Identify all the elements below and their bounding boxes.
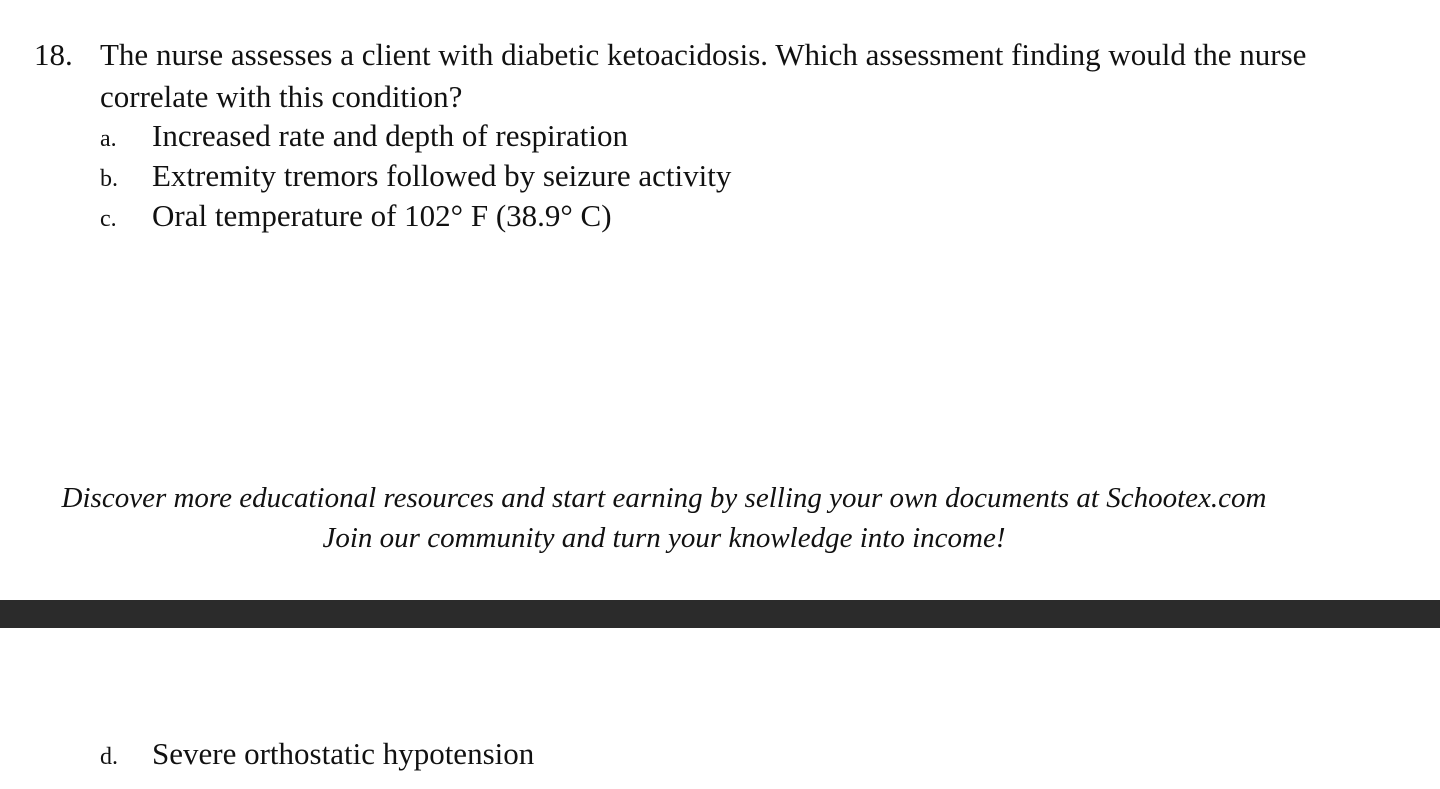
- promo-line-1: Discover more educational resources and start earning by selling your own documents at Schootex.com: [61, 482, 1267, 514]
- option-d: [100, 734, 534, 777]
- question-text: The nurse assesses a client with diabetic ketoacidosis. Which assessment finding would the nurse correlate with this condition?: [100, 37, 1307, 114]
- option-b: [100, 156, 731, 199]
- option-text: Severe orthostatic hypotension: [152, 736, 535, 771]
- option-letter: c.: [100, 206, 117, 232]
- option-text: Increased rate and depth of respiration: [152, 118, 628, 153]
- page-divider: [0, 600, 1440, 628]
- option-c: [100, 196, 612, 239]
- question-number: 18.: [34, 37, 73, 72]
- option-text: Oral temperature of 102° F (38.9° C): [152, 198, 612, 233]
- promo-line-2: Join our community and turn your knowledge into income!: [322, 522, 1006, 554]
- option-text: Extremity tremors followed by seizure activity: [152, 158, 732, 193]
- option-a: [100, 116, 628, 159]
- option-letter: a.: [100, 126, 117, 152]
- option-letter: b.: [100, 166, 118, 192]
- option-letter: d.: [100, 744, 118, 770]
- promo-banner: [0, 478, 1334, 558]
